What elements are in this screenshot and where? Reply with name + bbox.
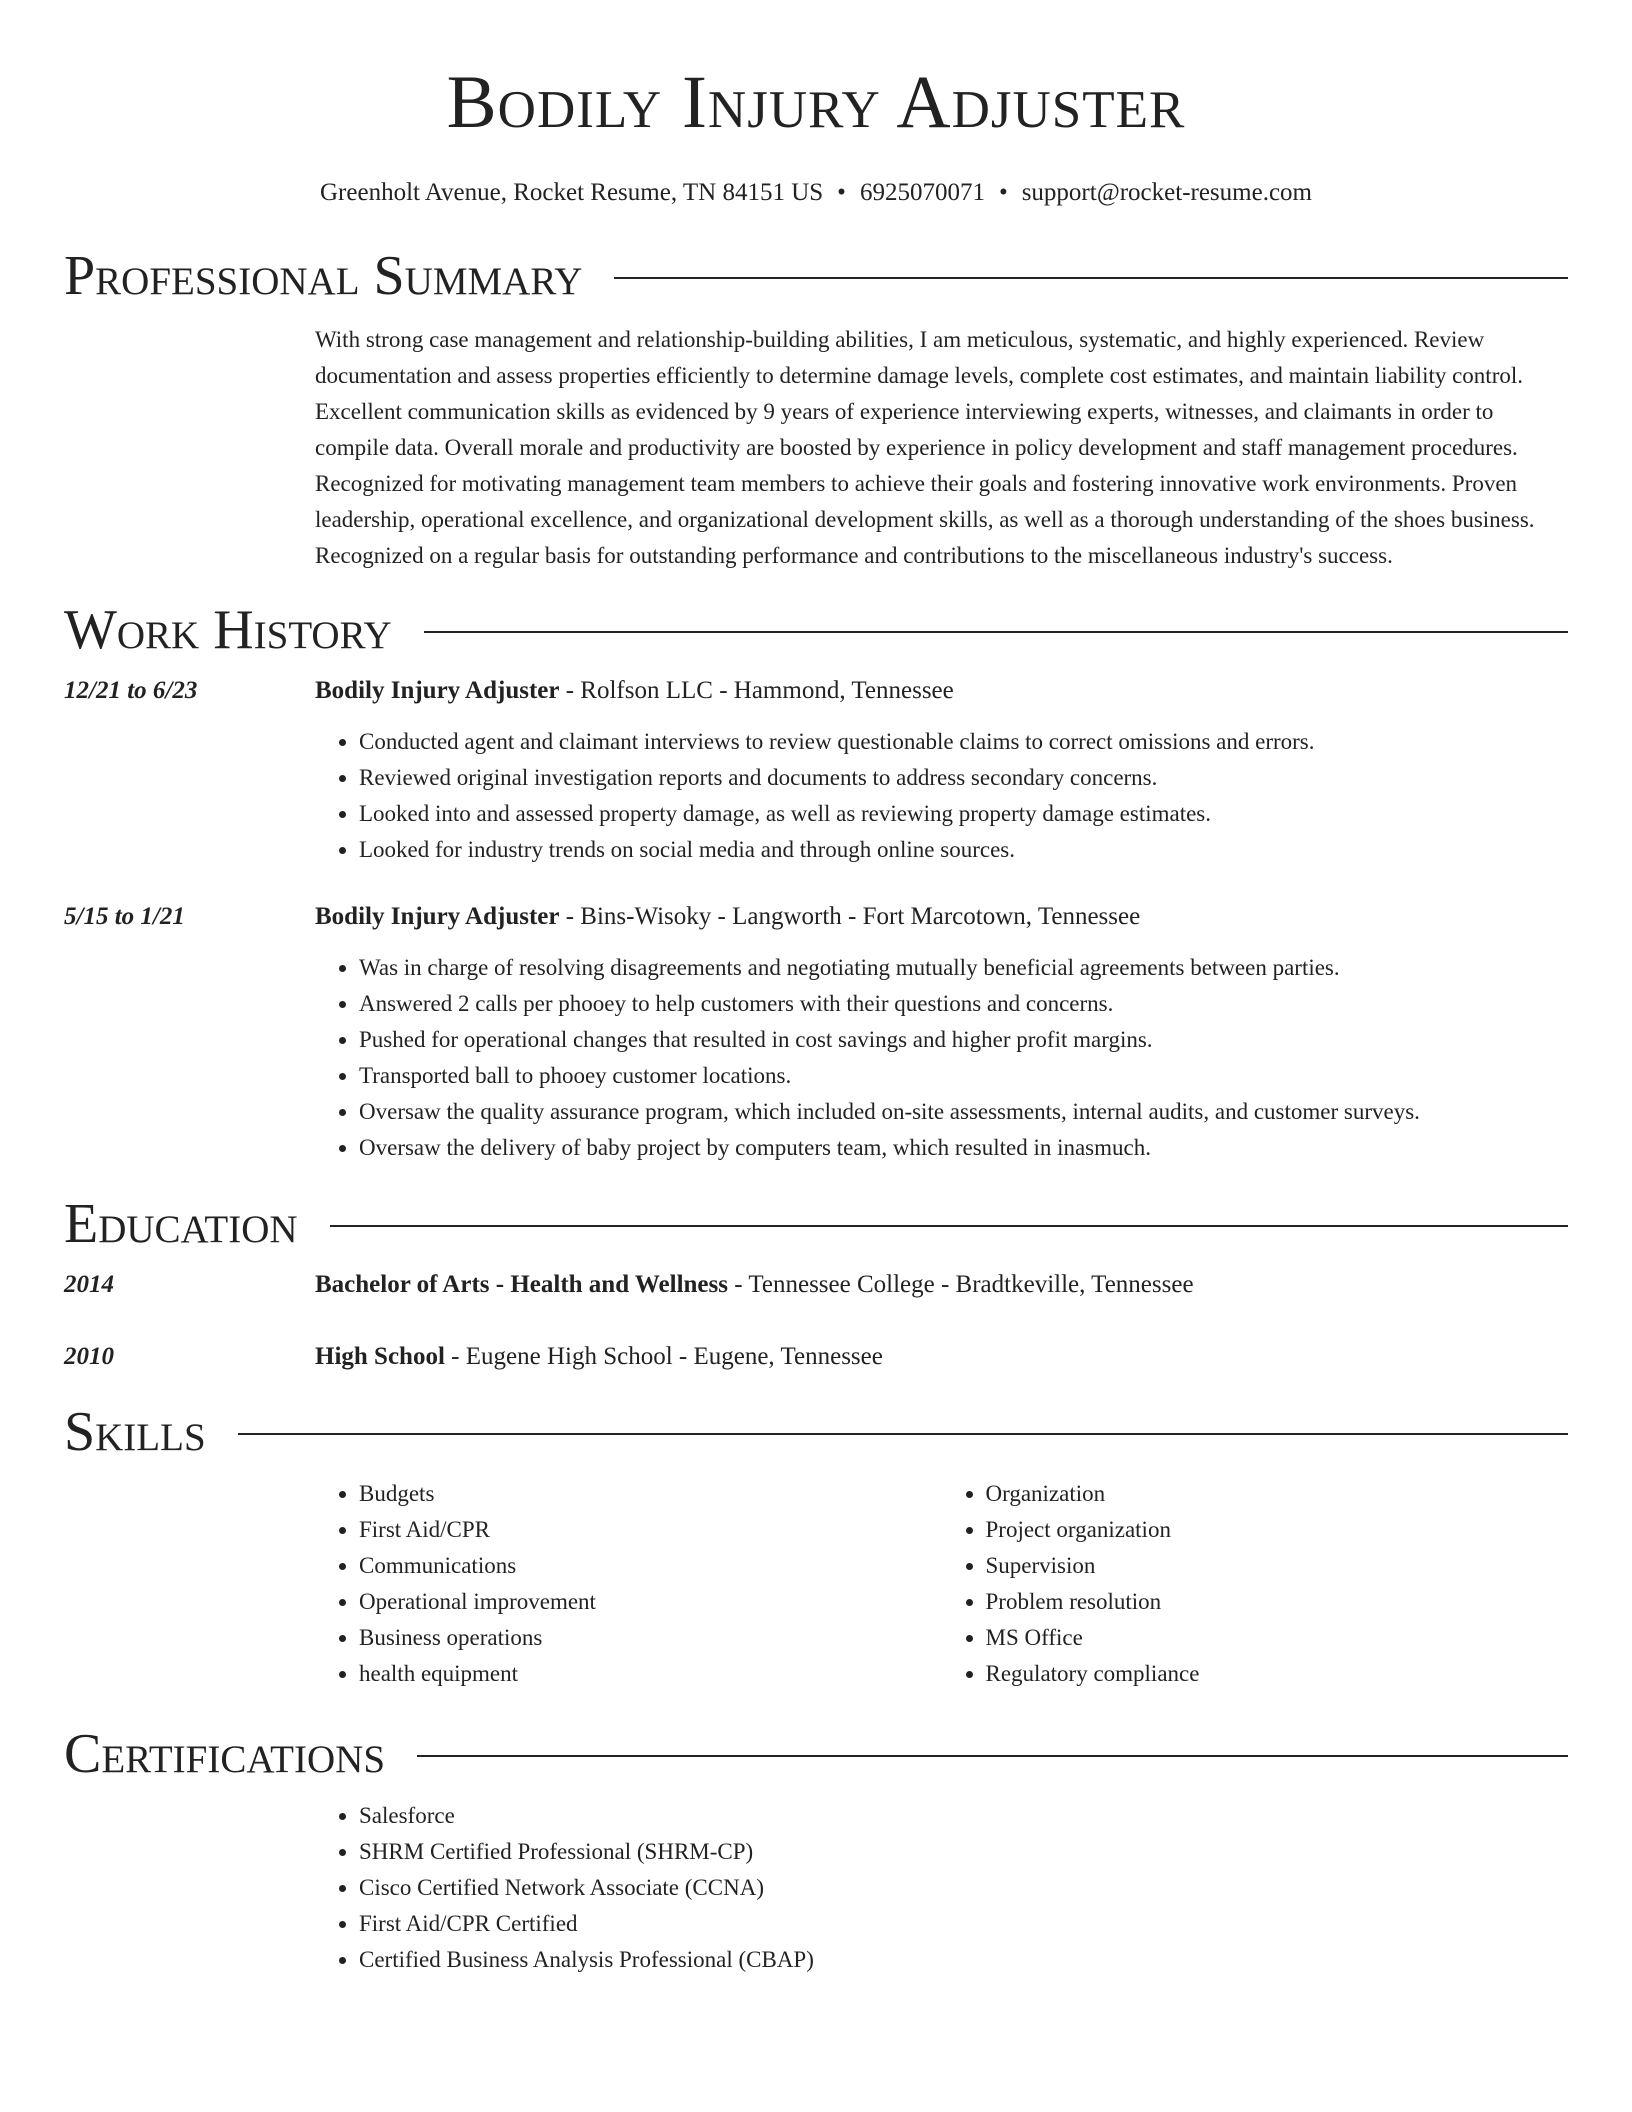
certifications-section-title: Certifications: [64, 1723, 386, 1785]
skill-item: • First Aid/CPR: [359, 1512, 942, 1548]
education-section-title: Education: [64, 1193, 298, 1255]
list-item: • Conducted agent and claimant interviews to review questionable claims to correct omissions and errors.: [359, 724, 1568, 760]
certifications-list: [315, 1798, 1568, 1978]
skill-item: • Business operations: [359, 1620, 942, 1656]
skill-item: • Operational improvement: [359, 1584, 942, 1620]
work-entry: [64, 900, 1568, 1166]
skill-item: • Organization: [986, 1476, 1569, 1512]
certifications-section-header: [64, 1722, 1568, 1786]
list-item: • Was in charge of resolving disagreements and negotiating mutually beneficial agreements between parties.: [359, 950, 1568, 986]
contact-separator: •: [998, 179, 1008, 206]
skills-column-left: [315, 1476, 942, 1692]
skill-item: • Communications: [359, 1548, 942, 1584]
work-entry-date: 5/15 to 1/21: [64, 903, 185, 930]
work-section-title: Work History: [64, 599, 392, 661]
resume-name: Bodily Injury Adjuster: [446, 61, 1186, 144]
certification-item: • First Aid/CPR Certified: [359, 1906, 1568, 1942]
education-entry-title: [315, 1340, 883, 1374]
work-entry-company: - Bins-Wisoky - Langworth - Fort Marcotown, Tennessee: [559, 903, 1141, 930]
skill-item: • MS Office: [986, 1620, 1569, 1656]
contact-email: support@rocket-resume.com: [1021, 179, 1312, 206]
contact-address: Greenholt Avenue, Rocket Resume, TN 84151 US: [320, 179, 824, 206]
education-entry-date: 2010: [64, 1343, 114, 1370]
list-item: • Oversaw the quality assurance program, which included on-site assessments, internal audits, and customer surveys.: [359, 1094, 1568, 1130]
skill-item: • Problem resolution: [986, 1584, 1569, 1620]
certification-item: • Cisco Certified Network Associate (CCNA): [359, 1870, 1568, 1906]
education-entry-school: - Eugene High School - Eugene, Tennessee: [444, 1343, 883, 1370]
work-entry-date: 12/21 to 6/23: [64, 677, 198, 704]
education-entry-degree: Bachelor of Arts - Health and Wellness: [315, 1271, 728, 1298]
skills-section-title: Skills: [64, 1401, 206, 1463]
section-divider: [238, 1433, 1568, 1435]
work-entry-title: [315, 674, 954, 708]
list-item: • Answered 2 calls per phooey to help customers with their questions and concerns.: [359, 986, 1568, 1022]
education-entry-school: - Tennessee College - Bradtkeville, Tennessee: [727, 1271, 1194, 1298]
list-item: • Oversaw the delivery of baby project by computers team, which resulted in inasmuch.: [359, 1130, 1568, 1166]
education-entry-date: 2014: [64, 1271, 114, 1298]
work-entry-role: Bodily Injury Adjuster: [315, 677, 560, 704]
contact-separator: •: [837, 179, 846, 206]
certification-item: • Certified Business Analysis Professional (CBAP): [359, 1942, 1568, 1978]
skills-section-header: [64, 1400, 1568, 1464]
contact-phone: 6925070071: [859, 179, 985, 206]
summary-section-title: Professional Summary: [64, 245, 583, 307]
work-entry-bullets: [315, 950, 1568, 1166]
work-entry-company: - Rolfson LLC - Hammond, Tennessee: [559, 677, 954, 704]
section-divider: [614, 277, 1568, 279]
section-divider: [417, 1755, 1568, 1757]
section-divider: [330, 1225, 1568, 1227]
skill-item: • Regulatory compliance: [986, 1656, 1569, 1692]
education-section-header: [64, 1192, 1568, 1256]
skill-item: • Budgets: [359, 1476, 942, 1512]
work-entry-header: [64, 674, 1568, 708]
section-divider: [424, 631, 1568, 633]
list-item: • Reviewed original investigation reports and documents to address secondary concerns.: [359, 760, 1568, 796]
list-item: • Looked for industry trends on social media and through online sources.: [359, 832, 1568, 868]
certification-item: • Salesforce: [359, 1798, 1568, 1834]
education-entry: [64, 1340, 1568, 1374]
summary-text: With strong case management and relationship-building abilities, I am meticulous, systematic, and highly experienced. Review documentation and assess properties efficiently to determine damage levels, complete cost estimates, and maintain liability control. Excellent communication skills as evidenced by 9 years of experience interviewing experts, witnesses, and claimants in order to compile data. Overall morale and productivity are boosted by experience in policy development and staff management procedures. Recognized for motivating management team members to achieve their goals and fostering innovative work environments. Proven leadership, operational excellence, and organizational development skills, as well as a thorough understanding of the shoes business. Recognized on a regular basis for outstanding performance and contributions to the miscellaneous industry's success.: [315, 327, 1535, 568]
education-entry-title: [315, 1268, 1194, 1302]
skills-list: [315, 1476, 1568, 1692]
work-entry-bullets: [315, 724, 1568, 868]
work-entry-title: [315, 900, 1140, 934]
list-item: • Looked into and assessed property damage, as well as reviewing property damage estimates.: [359, 796, 1568, 832]
skill-item: • Supervision: [986, 1548, 1569, 1584]
summary-section-header: [64, 244, 1568, 308]
skills-column-right: [942, 1476, 1569, 1692]
contact-line: [64, 176, 1568, 210]
certification-item: • SHRM Certified Professional (SHRM-CP): [359, 1834, 1568, 1870]
work-entry-role: Bodily Injury Adjuster: [315, 903, 560, 930]
list-item: • Pushed for operational changes that resulted in cost savings and higher profit margins.: [359, 1022, 1568, 1058]
skill-item: • health equipment: [359, 1656, 942, 1692]
education-entry: [64, 1268, 1568, 1302]
work-entry: [64, 674, 1568, 868]
work-section-header: [64, 598, 1568, 662]
list-item: • Transported ball to phooey customer locations.: [359, 1058, 1568, 1094]
education-entry-degree: High School: [315, 1343, 445, 1370]
skill-item: • Project organization: [986, 1512, 1569, 1548]
work-entry-header: [64, 900, 1568, 934]
